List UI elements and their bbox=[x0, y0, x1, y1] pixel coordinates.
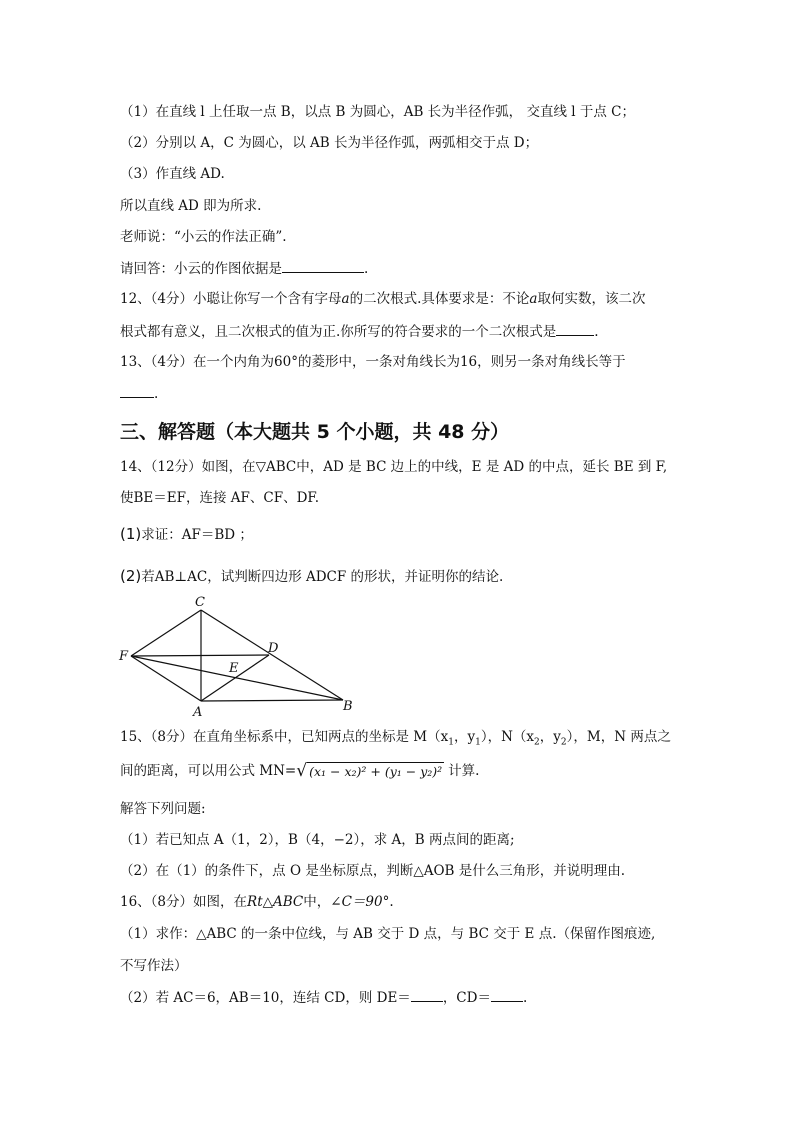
step-3: （3）作直线 AD. bbox=[120, 166, 225, 182]
question-15-line-2 bbox=[120, 762, 479, 781]
question-14-line-1: 14、（12分）如图，在▽ABC中，AD 是 BC 边上的中线，E 是 AD 的中点，延长 BE 到 F, bbox=[120, 459, 668, 475]
q12-letter-a: a bbox=[341, 291, 350, 307]
label-e: E bbox=[229, 661, 239, 676]
part-2-text: 若AB⊥AC，试判断四边形 ADCF 的形状，并证明你的结论. bbox=[141, 569, 504, 585]
label-b: B bbox=[343, 699, 353, 714]
answer-blank bbox=[556, 322, 594, 336]
q12-period: . bbox=[594, 324, 599, 340]
answer-blank bbox=[120, 384, 154, 398]
label-f: F bbox=[119, 649, 129, 664]
answer-blank bbox=[282, 259, 364, 273]
q11-ask-text: 请回答：小云的作图依据是 bbox=[120, 261, 282, 277]
subscript: 2 bbox=[534, 737, 540, 748]
q12-text: 12、（4分）小聪让你写一个含有字母 bbox=[120, 291, 342, 307]
segment-fc bbox=[131, 610, 201, 656]
q13-period: . bbox=[154, 386, 159, 402]
answer-blank bbox=[491, 988, 523, 1002]
question-12-line-1 bbox=[120, 290, 645, 308]
geometry-figure bbox=[115, 592, 365, 722]
label-a: A bbox=[193, 705, 203, 720]
question-16-line-1 bbox=[120, 893, 394, 911]
q16-text: . bbox=[389, 894, 394, 910]
conclusion-line: 所以直线 AD 即为所求. bbox=[120, 198, 262, 214]
q12-text-2: 的二次根式.具体要求是：不论 bbox=[349, 291, 530, 307]
q12-text-4: 根式都有意义，且二次根式的值为正.你所写的符合要求的一个二次根式是 bbox=[120, 324, 557, 340]
question-12-line-2 bbox=[120, 322, 599, 341]
answer-blank bbox=[411, 988, 443, 1002]
subscript: 1 bbox=[448, 737, 454, 748]
q15-text: ，y bbox=[539, 729, 561, 745]
question-15-line-1 bbox=[120, 728, 671, 752]
subscript: 1 bbox=[475, 737, 481, 748]
q15-text: 间的距离，可以用公式 MN= bbox=[120, 763, 297, 779]
step-2: （2）分别以 A，C 为圆心，以 AB 长为半径作弧，两弧相交于点 D； bbox=[120, 135, 539, 151]
question-14-part-1 bbox=[120, 525, 253, 544]
subscript: 2 bbox=[560, 737, 567, 748]
q15-text: ，y bbox=[453, 729, 476, 745]
question-11-ask bbox=[120, 259, 368, 278]
question-13-line-1: 13、（4分）在一个内角为60°的菱形中，一条对角线长为16，则另一条对角线长等于 bbox=[120, 354, 626, 370]
q11-period: . bbox=[364, 261, 369, 277]
question-16-part-1: （1）求作：△ABC 的一条中位线，与 AB 交于 D 点，与 BC 交于 E 点.（保留作图痕迹, bbox=[120, 926, 656, 942]
part-1-number: (1) bbox=[120, 525, 142, 543]
q12-text-3: 取何实数，该二次 bbox=[537, 291, 646, 307]
formula-radicand: (x₁ − x₂)² + (y₁ − y₂)² bbox=[309, 764, 443, 779]
question-14-part-2 bbox=[120, 567, 503, 586]
q16-text: 16、（8分）如图，在 bbox=[120, 894, 248, 910]
q16-text: （2）若 AC＝6，AB＝10，连结 CD，则 DE＝ bbox=[120, 990, 411, 1006]
q16-text: . bbox=[522, 990, 528, 1006]
label-d: D bbox=[268, 641, 279, 656]
q16-angle: ∠C＝90° bbox=[330, 894, 390, 910]
teacher-remark: 老师说：“小云的作法正确”. bbox=[120, 229, 287, 245]
segment-fd bbox=[131, 655, 269, 656]
q16-triangle: Rt△ABC bbox=[247, 894, 304, 910]
section-title: 三、解答题（本大题共 5 个小题，共 48 分） bbox=[120, 421, 510, 443]
q15-text: ），M，N 两点之 bbox=[566, 729, 671, 745]
distance-formula: √ (x₁ − x₂)² + (y₁ − y₂)² bbox=[296, 761, 443, 781]
question-16-part-2 bbox=[120, 988, 527, 1007]
question-14-line-2: 使BE＝EF，连接 AF、CF、DF. bbox=[120, 490, 319, 506]
q16-text: 中， bbox=[303, 894, 331, 910]
question-15-part-1: （1）若已知点 A（1，2），B（4，−2），求 A，B 两点间的距离; bbox=[120, 832, 515, 848]
part-2-number: (2) bbox=[120, 567, 142, 585]
question-15-part-2: （2）在（1）的条件下，点 O 是坐标原点，判断△AOB 是什么三角形，并说明理由. bbox=[120, 863, 626, 879]
label-c: C bbox=[195, 595, 205, 610]
question-13-line-2 bbox=[120, 384, 158, 403]
q15-text: 计算. bbox=[448, 763, 480, 779]
q15-text: 15、（8分）在直角坐标系中，已知两点的坐标是 M（x bbox=[120, 729, 449, 745]
segment-ab bbox=[201, 700, 343, 701]
q12-letter-a-2: a bbox=[529, 291, 538, 307]
q16-text: ，CD＝ bbox=[442, 990, 491, 1006]
question-15-line-3: 解答下列问题: bbox=[120, 801, 206, 817]
q15-text: ），N（x bbox=[480, 729, 535, 745]
question-16-part-1-cont: 不写作法） bbox=[120, 958, 188, 974]
part-1-text: 求证：AF＝BD ； bbox=[141, 527, 253, 543]
step-1: （1）在直线 l 上任取一点 B，以点 B 为圆心，AB 长为半径作弧， 交直线 l 于点 C； bbox=[120, 104, 635, 120]
